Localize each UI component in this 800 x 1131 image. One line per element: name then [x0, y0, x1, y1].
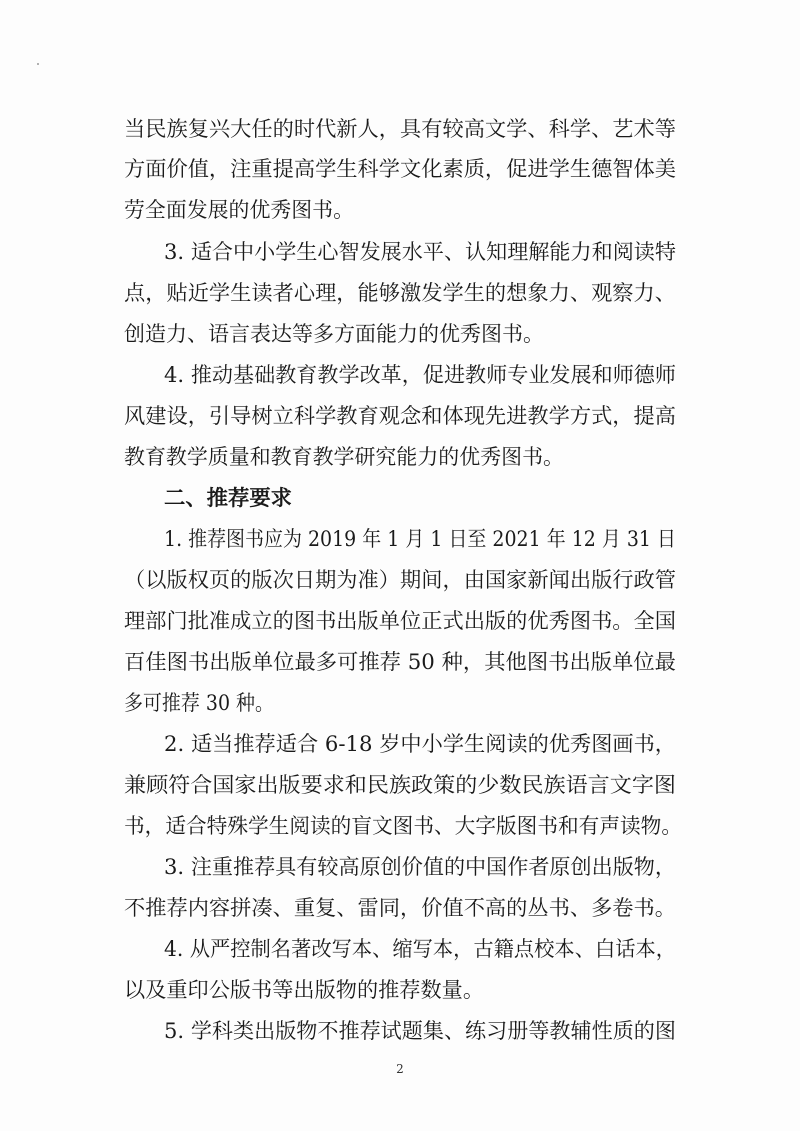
- text-line: （以版权页的版次日期为准）期间，由国家新闻出版行政管: [124, 568, 677, 592]
- text-line: 不推荐内容拼凑、重复、雷同，价值不高的丛书、多卷书。: [124, 896, 677, 920]
- text-line: 教育教学质量和教育教学研究能力的优秀图书。: [124, 445, 564, 469]
- text-line: 书，适合特殊学生阅读的盲文图书、大字版图书和有声读物。: [124, 814, 682, 838]
- text-line: 当民族复兴大任的时代新人，具有较高文学、科学、艺术等: [124, 117, 677, 141]
- text-line: 1. 推荐图书应为 2019 年 1 月 1 日至 2021 年 12 月 31 日: [164, 527, 676, 551]
- scan-speck: [37, 63, 39, 65]
- text-line: 百佳图书出版单位最多可推荐 50 种，其他图书出版单位最: [124, 650, 676, 674]
- text-line: 2. 适当推荐适合 6-18 岁中小学生阅读的优秀图画书，: [164, 732, 676, 756]
- text-line: 以及重印公版书等出版物的推荐数量。: [124, 978, 485, 1002]
- text-line: 劳全面发展的优秀图书。: [124, 198, 354, 222]
- text-line: 方面价值，注重提高学生科学文化素质，促进学生德智体美: [124, 157, 677, 181]
- text-line: 多可推荐 30 种。: [124, 691, 274, 715]
- section-heading: 二、推荐要求: [164, 486, 292, 510]
- text-line: 风建设，引导树立科学教育观念和体现先进教学方式，提高: [124, 404, 677, 428]
- text-line: 兼顾符合国家出版要求和民族政策的少数民族语言文字图: [124, 773, 676, 797]
- text-line: 3. 适合中小学生心智发展水平、认知理解能力和阅读特: [164, 240, 676, 264]
- text-line: 4. 从严控制名著改写本、缩写本，古籍点校本、白话本，: [164, 937, 676, 961]
- text-line: 5. 学科类出版物不推荐试题集、练习册等教辅性质的图: [164, 1019, 676, 1043]
- text-line: 4. 推动基础教育教学改革，促进教师专业发展和师德师: [164, 363, 676, 387]
- text-line: 点，贴近学生读者心理，能够激发学生的想象力、观察力、: [124, 281, 677, 305]
- page-number: 2: [396, 1062, 404, 1076]
- text-line: 3. 注重推荐具有较高原创价值的中国作者原创出版物，: [164, 855, 676, 879]
- text-line: 理部门批准成立的图书出版单位正式出版的优秀图书。全国: [124, 609, 677, 633]
- text-line: 创造力、语言表达等多方面能力的优秀图书。: [124, 322, 544, 346]
